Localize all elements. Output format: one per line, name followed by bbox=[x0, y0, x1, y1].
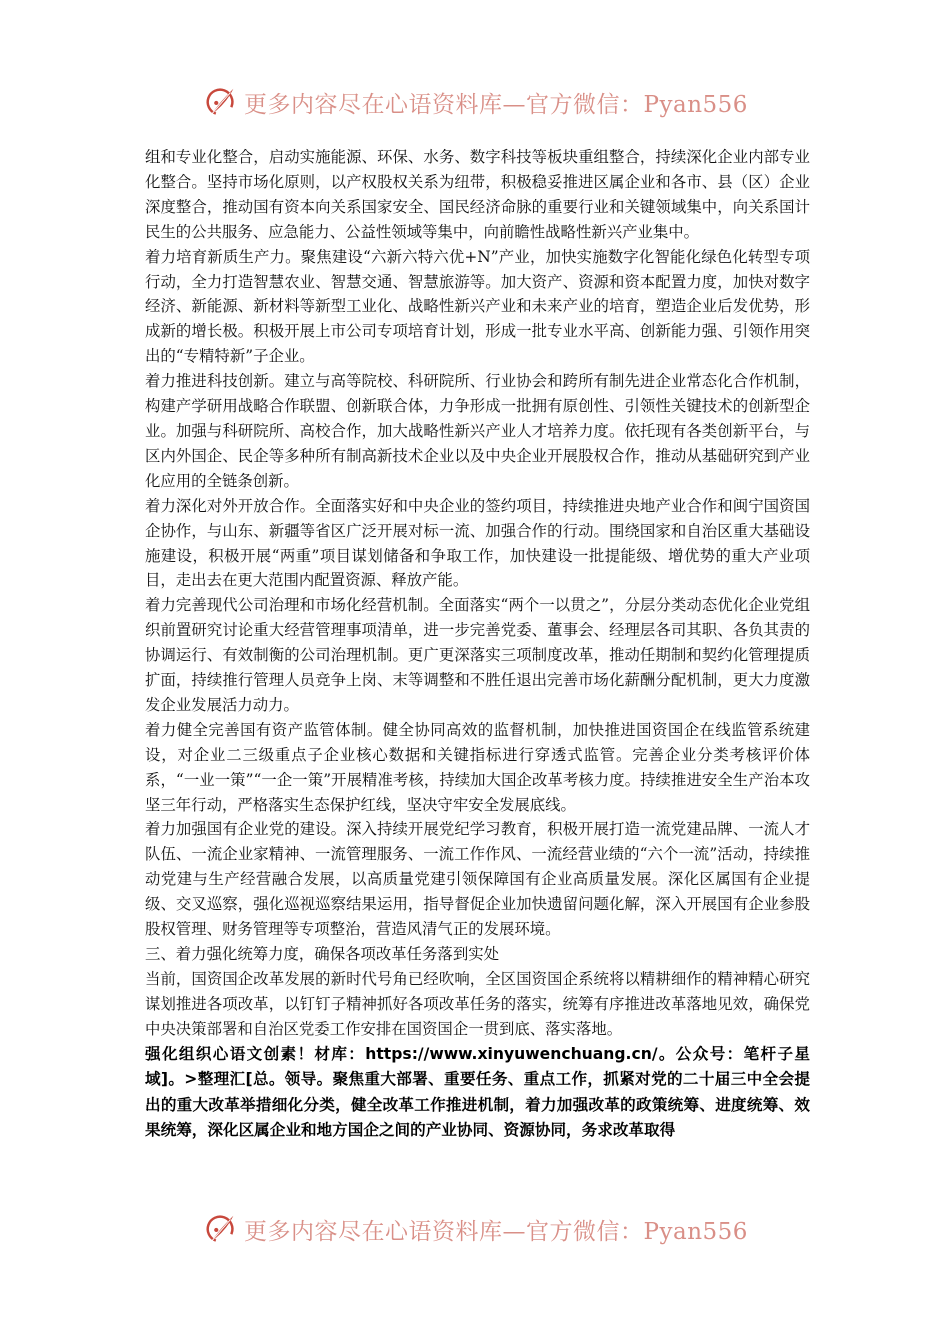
feather-pen-logo-icon bbox=[202, 1210, 240, 1248]
paragraph: 着力完善现代公司治理和市场化经营机制。全面落实“两个一以贯之”，分层分类动态优化企业党组织前置研究讨论重大经营管理事项清单，进一步完善党委、董事会、经理层各司其职、各负其责的协调运行、有效制衡的公司治理机制。更广更深落实三项制度改革，推动任期制和契约化管理提质扩面，持续推行管理人员竞争上岗、末等调整和不胜任退出完善市场化薪酬分配机制，更大力度激发企业发展活力动力。 bbox=[145, 596, 810, 714]
paragraph: 着力深化对外开放合作。全面落实好和中央企业的签约项目，持续推进央地产业合作和闽宁国资国企协作，与山东、新疆等省区广泛开展对标一流、加强合作的行动。围绕国家和自治区重大基础设施建设，积极开展“两重”项目谋划储备和争取工作，加快建设一批提能级、增优势的重大产业项目，走出去在更大范围内配置资源、释放产能。 bbox=[145, 496, 810, 590]
footer-banner-text: 更多内容尽在心语资料库—官方微信：Pyan556 bbox=[244, 1218, 748, 1245]
paragraph: 着力健全完善国有资产监管体制。健全协同高效的监督机制，加快推进国资国企在线监管系统建设，对企业二三级重点子企业核心数据和关键指标进行穿透式监管。完善企业分类考核评价体系，“一业一策”“一企一策”开展精准考核，持续加大国企改革考核力度。持续推进安全生产治本攻坚三年行动，严格落实生态保护红线，坚决守牢安全发展底线。 bbox=[145, 720, 810, 814]
paragraph: 着力推进科技创新。建立与高等院校、科研院所、行业协会和跨所有制先进企业常态化合作机制，构建产学研用战略合作联盟、创新联合体，力争形成一批拥有原创性、引领性关键技术的创新型企业。加强与科研院所、高校合作，加大战略性新兴产业人才培养力度。依托现有各类创新平台，与区内外国企、民企等多种所有制高新技术企业以及中央企业开展股权合作，推动从基础研究到产业化应用的全链条创新。 bbox=[145, 372, 810, 490]
page-header bbox=[0, 80, 950, 124]
document-body bbox=[145, 145, 810, 1144]
header-brand bbox=[202, 83, 748, 121]
page-footer bbox=[0, 1207, 950, 1251]
paragraph: 组和专业化整合，启动实施能源、环保、水务、数字科技等板块重组整合，持续深化企业内部专业化整合。坚持市场化原则，以产权股权关系为纽带，积极稳妥推进区属企业和各市、县（区）企业深度整合，推动国有资本向关系国家安全、国民经济命脉的重要行业和关键领域集中，向关系国计民生的公共服务、应急能力、公益性领域等集中，向前瞻性战略性新兴产业集中。 bbox=[145, 148, 810, 241]
section-heading: 三、着力强化统筹力度，确保各项改革任务落到实处 bbox=[145, 945, 499, 963]
paragraph: 当前，国资国企改革发展的新时代号角已经吹响，全区国资国企系统将以精耕细作的精神精心研究谋划推进各项改革，以钉钉子精神抓好各项改革任务的落实，统筹有序推进改革落地见效，确保党中央决策部署和自治区党委工作安排在国资国企一贯到底、落实落地。 bbox=[145, 969, 810, 1038]
paragraph: 着力培育新质生产力。聚焦建设“六新六特六优+N”产业，加快实施数字化智能化绿色化转型专项行动，全力打造智慧农业、智慧交通、智慧旅游等。加大资产、资源和资本配置力度，加快对数字经济、新能源、新材料等新型工业化、战略性新兴产业和未来产业的培育，塑造企业后发优势，形成新的增长极。积极开展上市公司专项培育计划，形成一批专业水平高、创新能力强、引领作用突出的“专精特新”子企业。 bbox=[145, 247, 810, 366]
header-banner-text: 更多内容尽在心语资料库—官方微信：Pyan556 bbox=[244, 91, 748, 118]
footer-brand bbox=[202, 1210, 748, 1248]
promo-paragraph: 强化组织心语文创素！材库：https://www.xinyuwenchuang.cn/。公众号：笔杆子星域]。>整理汇[总。领导。聚焦重大部署、重要任务、重点工作，抓紧对党的二十届三中全会提出的重大改革举措细化分类，健全改革工作推进机制，着力加强改革的政策统筹、进度统筹、效果统筹，深化区属企业和地方国企之间的产业协同、资源协同，务求改革取得 bbox=[145, 1044, 810, 1140]
paragraph: 着力加强国有企业党的建设。深入持续开展党纪学习教育，积极开展打造一流党建品牌、一流人才队伍、一流企业家精神、一流管理服务、一流工作作风、一流经营业绩的“六个一流”活动，持续推动党建与生产经营融合发展，以高质量党建引领保障国有企业高质量发展。深化区属国有企业提级、交叉巡察，强化巡视巡察结果运用，指导督促企业加快遗留问题化解，深入开展国有企业参股股权管理、财务管理等专项整治，营造风清气正的发展环境。 bbox=[145, 820, 810, 939]
feather-pen-logo-icon bbox=[202, 83, 240, 121]
